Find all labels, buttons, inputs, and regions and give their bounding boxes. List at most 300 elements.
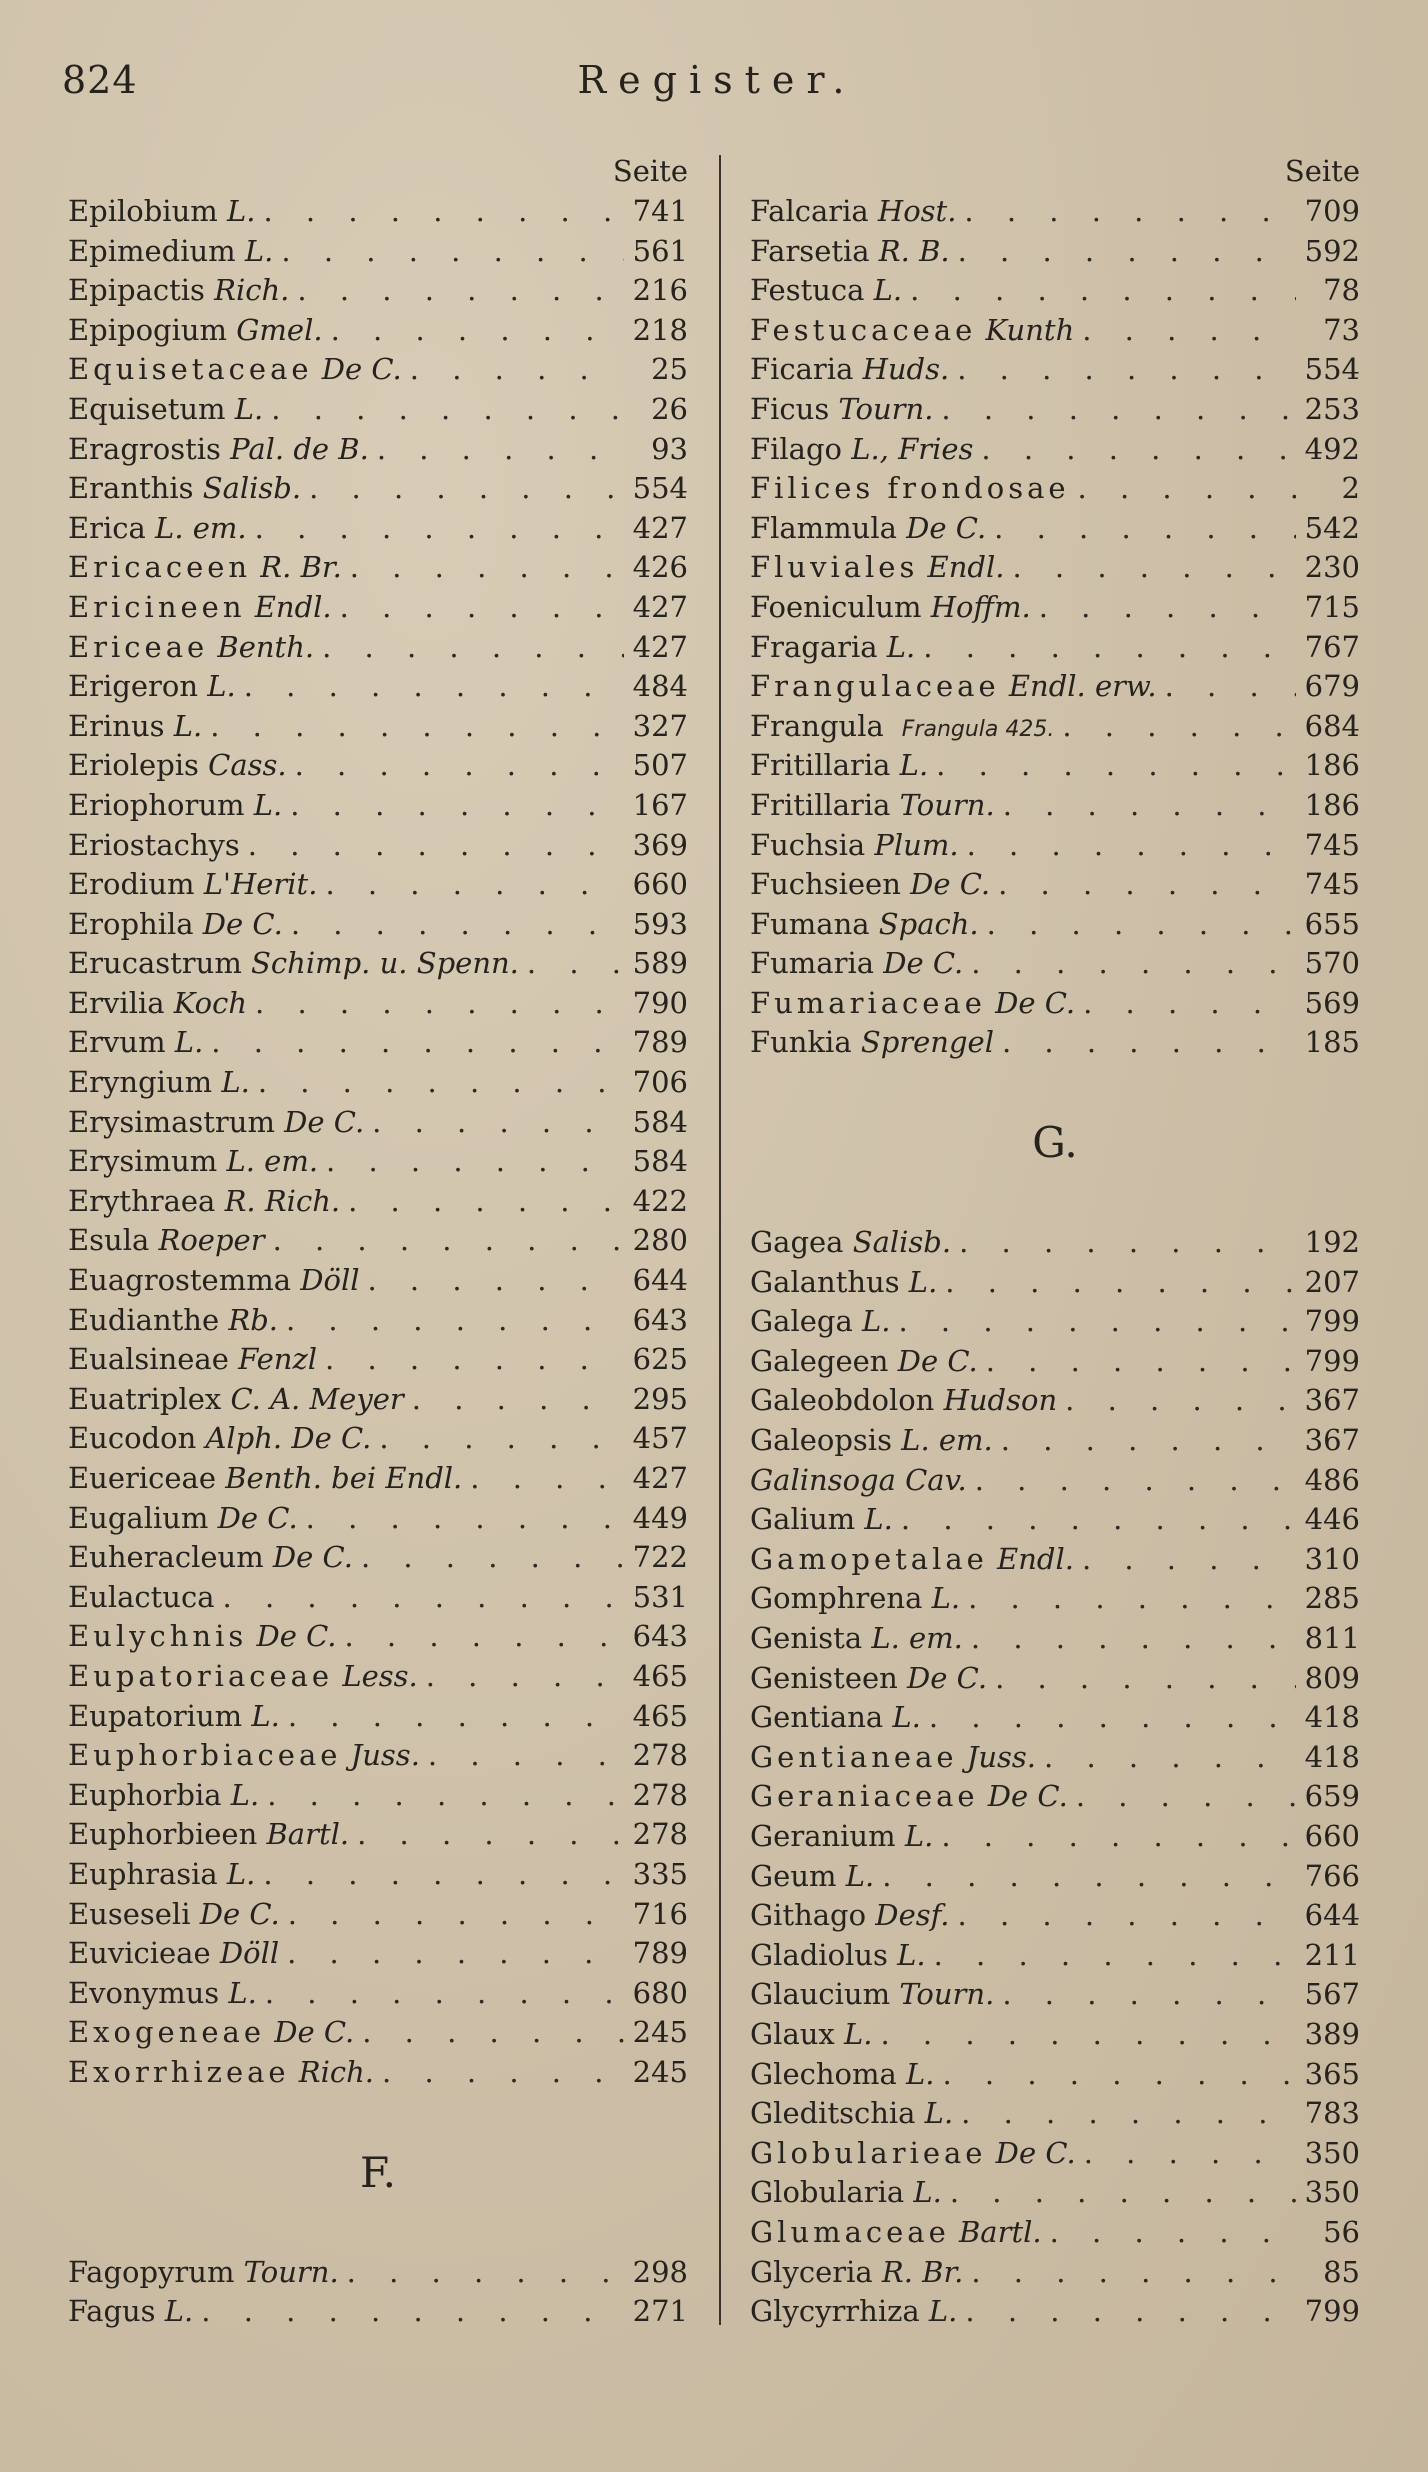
entry-name: Farsetia R. B. [750,233,950,268]
entry-name: Eupatoriaceae Less. [68,1658,418,1693]
entry-author: L. [919,2294,958,2329]
leader-dots [963,1619,1296,1659]
entry-page: 185 [1304,1025,1360,1060]
index-entry [68,192,688,232]
leader-dots [402,350,624,390]
leader-dots [371,1419,624,1459]
entry-page: 484 [632,669,688,704]
entry-page: 811 [1304,1621,1360,1655]
entry-name: Globularieae De C. [750,2135,1076,2170]
leader-dots [203,1023,624,1063]
entry-name: Flammula De C. [750,510,987,545]
leader-dots [342,548,624,588]
index-entry [750,1975,1360,2015]
entry-author: R. Rich. [215,1183,341,1218]
entry-author: Endl. [918,550,1005,585]
index-entry [68,509,688,549]
entry-author: Fenzl [228,1342,318,1377]
handwritten-note: Frangula 425. [901,716,1055,742]
entry-author: Juss. [341,1738,420,1773]
leader-dots [259,1776,624,1816]
entry-author: Döll [291,1263,360,1298]
entry-page: 427 [632,510,688,545]
leader-dots [420,1736,624,1776]
right-entries-g [750,1223,1360,2332]
index-entry [68,667,688,707]
entry-page: 789 [632,1936,688,1971]
entry-page: 285 [1304,1581,1360,1616]
index-entry [68,469,688,509]
entry-page: 427 [632,589,688,624]
entry-name: Gentianeae Juss. [750,1739,1037,1774]
index-entry [68,1103,688,1143]
index-entry [750,1698,1360,1738]
index-entry [68,826,688,866]
leader-dots [963,944,1296,984]
entry-name: Frangulaceae Endl. erw. [750,669,1157,704]
leader-dots [872,2015,1296,2055]
entry-name: Epilobium L. [68,194,256,228]
index-entry [750,2134,1360,2174]
leader-dots [247,984,624,1024]
leader-dots [404,1380,624,1420]
leader-dots [874,1857,1296,1897]
leader-dots [921,1698,1296,1738]
entry-page: 230 [1304,550,1360,585]
entry-author: L. [836,1858,875,1893]
entry-page: 660 [632,867,688,902]
entry-name: Filices frondosae [750,471,1070,506]
entry-author: L. [922,1581,961,1616]
index-entry [750,1936,1360,1976]
entry-name: Eulychnis De C. [68,1619,337,1654]
index-entry [750,786,1360,826]
index-entry [750,390,1360,430]
entry-name: Galegeen De C. [750,1343,978,1378]
leader-dots [1004,548,1296,588]
entry-author: Döll [210,1936,280,1971]
entry-page: 584 [632,1144,688,1179]
index-entry [750,430,1360,470]
entry-author: De C. [274,1104,365,1139]
index-entry [68,1697,688,1737]
entry-name: Gamopetalae Endl. [750,1541,1074,1576]
entry-name: Glumaceae Bartl. [750,2214,1042,2249]
entry-page: 465 [632,1698,688,1733]
entry-author: Bartl. [257,1817,350,1852]
leader-dots [957,2292,1296,2332]
entry-author: L. [877,629,916,664]
entry-name: Epipogium Gmel. [68,312,323,347]
leader-dots [953,2094,1296,2134]
running-title: Register. [577,58,857,102]
entry-author: Pal. de B. [220,431,369,466]
entry-name: Exogeneae De C. [68,2015,355,2050]
entry-name: Glaux L. [750,2016,873,2051]
entry-name: Glyceria R. Br. [750,2254,964,2289]
leader-dots [280,1697,624,1737]
index-entry [750,984,1360,1024]
entry-name: Galeopsis L. em. [750,1423,993,1458]
leader-dots [950,232,1296,272]
entry-author: Juss. [957,1739,1037,1774]
entry-author: L. [198,669,236,704]
entry-name: Falcaria Host. [750,194,957,228]
entry-page: 280 [632,1223,688,1258]
left-entries-f [68,2253,688,2332]
entry-author: Schimp. u. Spenn. [241,946,519,981]
entry-author: R. Br. [872,2254,964,2289]
entry-page: 554 [1304,352,1360,387]
entry-page: 186 [1304,787,1360,822]
index-entry [750,2015,1360,2055]
entry-name: Exorrhizeae Rich. [68,2054,375,2089]
entry-author: Bartl. [949,2214,1042,2249]
entry-page: 531 [632,1579,688,1614]
index-entry [750,865,1360,905]
index-entry [750,1857,1360,1897]
index-entry [750,1659,1360,1699]
entry-name: Fuchsia Plum. [750,827,959,862]
entry-name: Eudianthe Rb. [68,1302,278,1337]
entry-author: L. [895,1818,934,1853]
entry-name: Euphrasia L. [68,1856,256,1891]
index-entry [750,350,1360,390]
index-entry [750,1817,1360,1857]
entry-name: Eriolepis Cass. [68,748,287,783]
entry-name: Erophila De C. [68,906,283,941]
index-entry [750,2292,1360,2332]
entry-name: Glaucium Tourn. [750,1977,995,2012]
entry-page: 271 [632,2294,688,2329]
entry-author: Alph. De C. [196,1421,372,1456]
entry-author: L. em. [862,1621,963,1655]
leader-dots [993,1421,1296,1461]
leader-dots [949,350,1296,390]
entry-page: 809 [1304,1660,1360,1695]
entry-page: 278 [632,1817,688,1852]
entry-author: De C. [900,867,991,902]
seite-heading-left: Seite [612,154,688,188]
leader-dots [1068,1777,1296,1817]
entry-author: L., Fries [841,431,974,466]
index-entry [750,1263,1360,1303]
entry-author: De C. [985,985,1076,1020]
index-entry [750,1461,1360,1501]
entry-page: 418 [1304,1739,1360,1774]
index-entry [68,1617,688,1657]
entry-author: L. [217,1856,256,1891]
leader-dots [332,588,624,628]
entry-author: Plum. [865,827,959,862]
index-entry [68,1934,688,1974]
entry-page: 715 [1304,589,1360,624]
entry-name: Erysimum L. em. [68,1144,319,1179]
entry-author: De C. [897,1660,988,1695]
leader-dots [963,2253,1296,2293]
index-entry [750,1777,1360,1817]
left-entries [68,192,688,2093]
entry-author: L. [896,2056,935,2091]
entry-name: Epimedium L. [68,233,274,268]
entry-author: Desf. [866,1898,950,1933]
entry-author: Koch [164,985,248,1020]
entry-page: 26 [651,391,688,426]
index-entry [68,1380,688,1420]
leader-dots [202,707,624,747]
entry-author: L. [855,1502,893,1537]
entry-page: 245 [632,2015,688,2050]
entry-name: Ervum L. [68,1025,204,1060]
entry-page: 426 [632,550,688,585]
entry-name: Erodium L'Herit. [68,867,318,902]
entry-name: Fuchsieen De C. [750,867,991,902]
entry-page: 507 [632,748,688,783]
entry-author: L. [219,1975,257,2010]
entry-author: Host. [868,194,957,228]
leader-dots [314,628,624,668]
entry-page: 427 [632,1461,688,1495]
entry-page: 218 [632,312,688,347]
entry-name: Eryngium L. [68,1065,250,1100]
index-entry [750,2253,1360,2293]
index-entry [68,390,688,430]
leader-dots [193,2292,624,2332]
entry-name: Gagea Salisb. [750,1225,952,1260]
entry-name: Galanthus L. [750,1264,938,1299]
entry-name: Erysimastrum De C. [68,1104,365,1139]
entry-name: Githago Desf. [750,1898,950,1933]
entry-name: Eriophorum L. [68,787,283,822]
entry-name: Fumaria De C. [750,946,964,981]
leader-dots [298,1499,624,1539]
entry-name: Erinus L. [68,708,203,743]
entry-author: De C. [265,2015,355,2050]
index-entry [750,509,1360,549]
leader-dots [987,1659,1296,1699]
leader-dots [928,746,1296,786]
index-entry [68,1855,688,1895]
entry-name: Glechoma L. [750,2056,935,2091]
leader-dots [263,390,624,430]
entry-name: Eulactuca [68,1579,215,1614]
entry-page: 684 [1304,708,1360,743]
entry-author: Endl. [987,1541,1074,1576]
entry-name: Fluviales Endl. [750,550,1005,585]
leader-dots [257,1974,624,2014]
entry-page: 449 [632,1500,688,1535]
entry-page: 706 [632,1065,688,1100]
entry-page: 554 [632,471,688,506]
index-entry [750,905,1360,945]
entry-page: 350 [1304,2135,1360,2170]
leader-dots [915,628,1296,668]
entry-author: Spach. [869,906,979,941]
index-entry [68,865,688,905]
entry-name: Frangula Frangula 425. [750,708,1055,743]
entry-author: Rb. [219,1302,278,1337]
entry-page: 643 [632,1619,688,1654]
entry-page: 745 [1304,827,1360,862]
leader-dots [1057,1381,1296,1421]
entry-page: 799 [1304,1343,1360,1378]
leader-dots [247,509,624,549]
leader-dots [282,786,624,826]
index-entry [750,1223,1360,1263]
entry-name: Gomphrena L. [750,1581,961,1616]
entry-name: Euphorbiaceae Juss. [68,1738,420,1773]
entry-name: Erythraea R. Rich. [68,1183,341,1218]
entry-page: 56 [1323,2214,1360,2249]
index-entry [68,1301,688,1341]
leader-dots [934,2055,1296,2095]
entry-page: 278 [632,1777,688,1812]
index-entry [750,271,1360,311]
entry-name: Fritillaria L. [750,748,929,783]
entry-author: Sprengel [851,1025,994,1060]
leader-dots [265,1221,624,1261]
seite-heading-right: Seite [1284,154,1360,188]
entry-page: 625 [632,1342,688,1377]
index-entry [68,1736,688,1776]
index-entry [68,746,688,786]
entry-author: L. [217,194,256,228]
entry-author: L. [164,708,203,743]
entry-author: De C. [193,906,283,941]
entry-author: L. [221,1777,260,1812]
index-entry [68,1895,688,1935]
entry-page: 589 [632,946,688,981]
entry-name: Euphorbia L. [68,1777,260,1812]
index-entry [68,905,688,945]
entry-author: De C. [874,946,964,981]
entry-author: Cass. [198,748,287,783]
entry-author: Tourn. [829,391,934,426]
entry-author: L. [212,1065,250,1100]
entry-page: 350 [1304,2175,1360,2210]
entry-name: Filago L., Fries [750,431,974,466]
entry-name: Gladiolus L. [750,1937,926,1972]
entry-name: Erica L. em. [68,510,247,545]
leader-dots [317,865,624,905]
entry-name: Eragrostis Pal. de B. [68,431,369,466]
entry-name: Esula Roeper [68,1223,265,1258]
index-entry [68,1023,688,1063]
entry-name: Funkia Sprengel [750,1025,994,1060]
entry-author: Cav. [895,1462,967,1497]
index-entry [750,1896,1360,1936]
index-entry [750,944,1360,984]
entry-author: Endl. [245,589,332,624]
index-entry [750,1738,1360,1778]
leader-dots [967,1461,1296,1501]
entry-page: 73 [1323,312,1360,347]
entry-page: 310 [1304,1541,1360,1576]
right-entries [750,192,1360,1063]
entry-name: Galinsoga Cav. [750,1462,967,1497]
leader-dots [340,1182,624,1222]
index-entry [750,746,1360,786]
entry-name: Gentiana L. [750,1700,921,1735]
index-entry [750,826,1360,866]
entry-name: Eugalium De C. [68,1500,298,1535]
entry-page: 790 [632,985,688,1020]
index-entry [68,1578,688,1618]
index-entry [750,1579,1360,1619]
entry-name: Erucastrum Schimp. u. Spenn. [68,946,519,981]
index-entry [68,707,688,747]
entry-page: 486 [1304,1462,1360,1497]
entry-name: Epipactis Rich. [68,273,290,308]
leader-dots [926,1936,1296,1976]
leader-dots [1042,2213,1296,2253]
index-entry [68,1182,688,1222]
entry-page: 716 [632,1896,688,1931]
leader-dots [1070,469,1296,509]
entry-author: Huds. [853,352,950,387]
entry-name: Erigeron L. [68,669,236,704]
entry-name: Equisetum L. [68,391,264,426]
entry-author: L. [864,273,903,308]
entry-name: Ficus Tourn. [750,391,934,426]
entry-author: L. [852,1304,891,1339]
entry-author: De C. [312,352,402,387]
entry-name: Ficaria Huds. [750,352,950,387]
entry-name: Euheracleum De C. [68,1540,353,1575]
section-letter-f: F. [360,2147,396,2197]
index-entry [750,469,1360,509]
entry-page: 465 [632,1658,688,1693]
entry-name: Euericeae Benth. bei Endl. [68,1461,463,1495]
leader-dots [278,1301,624,1341]
leader-dots [1074,1540,1296,1580]
entry-author: Kunth [976,312,1075,347]
entry-author: Salisb. [843,1225,952,1260]
entry-name: Euagrostemma Döll [68,1263,360,1298]
index-entry [68,1499,688,1539]
index-entry [750,1023,1360,1063]
index-entry [68,588,688,628]
entry-page: 567 [1304,1977,1360,2012]
entry-page: 446 [1304,1502,1360,1537]
entry-author: L. [242,1698,280,1733]
entry-name: Festuca L. [750,273,903,308]
index-entry [68,2013,688,2053]
leader-dots [289,271,624,311]
entry-page: 799 [1304,2294,1360,2329]
index-entry [68,1261,688,1301]
leader-dots [519,944,624,984]
entry-author: L. [904,2175,942,2210]
index-entry [68,1538,688,1578]
index-entry [68,1419,688,1459]
entry-author: Salisb. [193,471,302,506]
entry-page: 644 [1304,1898,1360,1933]
entry-page: 680 [632,1975,688,2010]
page-number: 824 [62,58,138,102]
entry-page: 592 [1304,233,1360,268]
entry-page: 278 [632,1738,688,1773]
leader-dots [1074,311,1296,351]
entry-author: De C. [978,1779,1068,1814]
leader-dots [280,1895,624,1935]
entry-name: Equisetaceae De C. [68,352,402,387]
index-entry [68,1221,688,1261]
index-entry [750,2055,1360,2095]
index-entry [68,1815,688,1855]
entry-name: Glycyrrhiza L. [750,2294,958,2329]
index-entry [68,1340,688,1380]
